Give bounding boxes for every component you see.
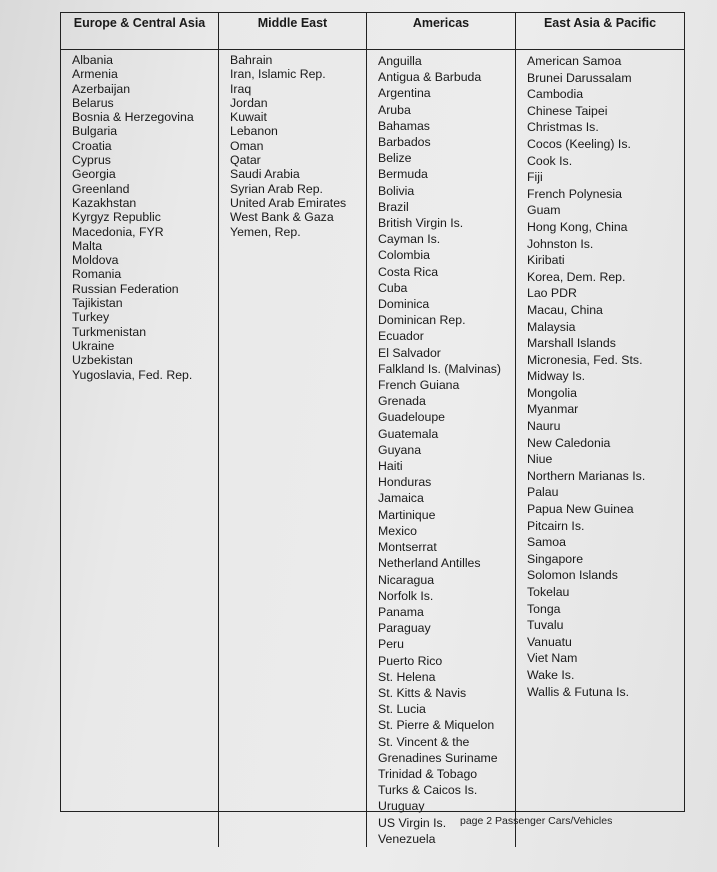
country-item: Mexico <box>378 523 417 538</box>
country-item: Turks & Caicos Is. <box>378 783 478 798</box>
country-item: Grenada <box>378 394 426 409</box>
country-item: Yemen, Rep. <box>230 224 301 239</box>
country-item: Uzbekistan <box>72 353 133 368</box>
country-item: Costa Rica <box>378 264 439 279</box>
country-item: Myanmar <box>527 402 579 417</box>
country-item: Bermuda <box>378 167 428 182</box>
country-item: Macau, China <box>527 302 603 317</box>
country-item: St. Kitts & Navis <box>378 685 467 700</box>
country-item: Tonga <box>527 601 561 616</box>
country-item: Venezuela <box>378 831 436 846</box>
country-item: Montserrat <box>378 540 437 555</box>
country-item: Hong Kong, China <box>527 219 628 234</box>
country-item: Anguilla <box>378 54 422 68</box>
country-item: New Caledonia <box>527 435 611 450</box>
country-item: St. Lucia <box>378 702 426 717</box>
country-item: Johnston Is. <box>527 236 594 251</box>
country-item: Vanuatu <box>527 634 572 649</box>
country-item: Oman <box>230 138 264 153</box>
header-europe-central-asia: Europe & Central Asia <box>61 13 219 50</box>
country-item: Dominican Rep. <box>378 313 466 328</box>
country-item: Brazil <box>378 199 409 214</box>
country-item: Marshall Islands <box>527 336 616 351</box>
country-item: Singapore <box>527 551 584 566</box>
country-item: Solomon Islands <box>527 568 618 583</box>
country-item: Fiji <box>527 170 543 185</box>
country-item: United Arab Emirates <box>230 195 347 210</box>
country-item: Palau <box>527 485 559 500</box>
country-item: Samoa <box>527 535 566 550</box>
country-item: Norfolk Is. <box>378 588 434 603</box>
country-item: Guadeloupe <box>378 410 446 425</box>
country-item: Papua New Guinea <box>527 502 634 517</box>
country-item: Ukraine <box>72 338 115 353</box>
country-item: Jordan <box>230 95 268 110</box>
country-item: Nicaragua <box>378 572 435 587</box>
country-item: Wake Is. <box>527 667 575 682</box>
country-item: Iraq <box>230 81 252 96</box>
country-item: Kiribati <box>527 253 565 268</box>
country-item: Guam <box>527 203 561 218</box>
country-item: Dominica <box>378 297 430 312</box>
country-item: Malaysia <box>527 319 576 334</box>
country-item: Kazakhstan <box>72 195 137 210</box>
country-item: Aruba <box>378 102 411 117</box>
country-item: Honduras <box>378 475 432 490</box>
country-item: American Samoa <box>527 54 622 68</box>
country-item: Cambodia <box>527 87 584 102</box>
country-item: Greenland <box>72 181 130 196</box>
header-middle-east: Middle East <box>219 13 367 50</box>
country-item: Guatemala <box>378 426 439 441</box>
column-europe-central-asia <box>61 50 219 847</box>
country-item: Puerto Rico <box>378 653 443 668</box>
country-item: Kuwait <box>230 110 267 125</box>
country-item: Wallis & Futuna Is. <box>527 684 630 699</box>
column-east-asia-pacific <box>516 50 684 847</box>
country-item: Tokelau <box>527 585 570 599</box>
country-item: Saudi Arabia <box>230 167 300 182</box>
country-item: Ecuador <box>378 329 424 344</box>
header-americas: Americas <box>367 13 516 50</box>
country-item: Bulgaria <box>72 124 118 139</box>
country-item: Trinidad & Tobago <box>378 766 478 781</box>
country-item: St. Pierre & Miquelon <box>378 718 495 733</box>
country-item: Barbados <box>378 135 431 150</box>
country-item: West Bank & Gaza <box>230 210 334 225</box>
country-item: St. Vincent & the <box>378 734 470 749</box>
country-item: Lao PDR <box>527 286 577 301</box>
country-item: Viet Nam <box>527 651 578 666</box>
country-item: Belarus <box>72 95 114 110</box>
country-item: Cuba <box>378 280 408 295</box>
country-item: Midway Is. <box>527 369 586 384</box>
country-item: Macedonia, FYR <box>72 224 164 239</box>
country-item: Grenadines Suriname <box>378 750 498 765</box>
country-item: Panama <box>378 604 424 619</box>
country-item: Micronesia, Fed. Sts. <box>527 352 643 367</box>
country-item: Cocos (Keeling) Is. <box>527 136 631 151</box>
country-item: Lebanon <box>230 124 278 139</box>
country-item: Guyana <box>378 442 422 457</box>
country-item: Turkey <box>72 310 110 325</box>
country-item: Mongolia <box>527 385 577 400</box>
country-item: Cayman Is. <box>378 232 441 247</box>
country-item: British Virgin Is. <box>378 216 464 231</box>
country-item: Nauru <box>527 419 561 434</box>
column-middle-east <box>219 50 367 847</box>
country-item: Yugoslavia, Fed. Rep. <box>72 367 193 382</box>
country-item: Cyprus <box>72 153 111 168</box>
country-item: Brunei Darussalam <box>527 70 632 85</box>
country-item: Albania <box>72 53 114 67</box>
country-item: Kyrgyz Republic <box>72 210 161 225</box>
country-item: Qatar <box>230 153 261 168</box>
country-item: Tuvalu <box>527 618 564 633</box>
country-item: Armenia <box>72 67 118 82</box>
country-item: El Salvador <box>378 345 441 360</box>
country-item: Niue <box>527 452 553 467</box>
country-item: Russian Federation <box>72 281 179 296</box>
country-item: Croatia <box>72 138 112 153</box>
country-item: Bolivia <box>378 183 415 198</box>
country-item: Tajikistan <box>72 296 123 311</box>
country-item: Northern Marianas Is. <box>527 468 646 483</box>
country-item: Romania <box>72 267 122 282</box>
country-item: Malta <box>72 238 103 253</box>
country-item: Syrian Arab Rep. <box>230 181 323 196</box>
country-item: Jamaica <box>378 491 424 506</box>
country-item: Argentina <box>378 86 431 101</box>
country-item: Bosnia & Herzegovina <box>72 110 194 125</box>
country-item: Belize <box>378 151 412 166</box>
country-item: Cook Is. <box>527 153 573 168</box>
country-item: Netherland Antilles <box>378 556 481 571</box>
country-item: Pitcairn Is. <box>527 518 585 533</box>
country-item: Christmas Is. <box>527 120 599 135</box>
country-item: Chinese Taipei <box>527 103 608 118</box>
country-item: Colombia <box>378 248 430 263</box>
country-item: Iran, Islamic Rep. <box>230 67 326 82</box>
country-item: French Polynesia <box>527 186 623 201</box>
country-item: Azerbaijan <box>72 81 131 96</box>
country-item: Falkland Is. (Malvinas) <box>378 361 502 376</box>
country-item: French Guiana <box>378 378 460 393</box>
country-item: Antigua & Barbuda <box>378 70 482 85</box>
country-item: St. Helena <box>378 669 436 684</box>
country-item: Bahrain <box>230 53 273 67</box>
page-footer: page 2 Passenger Cars/Vehicles <box>460 815 613 827</box>
country-item: Paraguay <box>378 621 431 636</box>
header-east-asia-pacific: East Asia & Pacific <box>516 13 684 50</box>
country-item: Korea, Dem. Rep. <box>527 269 626 284</box>
column-americas <box>367 50 516 847</box>
country-item: Turkmenistan <box>72 324 147 339</box>
country-item: Haiti <box>378 459 403 474</box>
country-item: Bahamas <box>378 118 430 133</box>
country-item: Uruguay <box>378 799 425 814</box>
country-item: US Virgin Is. <box>378 815 447 830</box>
country-item: Moldova <box>72 253 119 268</box>
country-item: Martinique <box>378 507 436 522</box>
country-item: Georgia <box>72 167 116 182</box>
country-item: Peru <box>378 637 404 652</box>
